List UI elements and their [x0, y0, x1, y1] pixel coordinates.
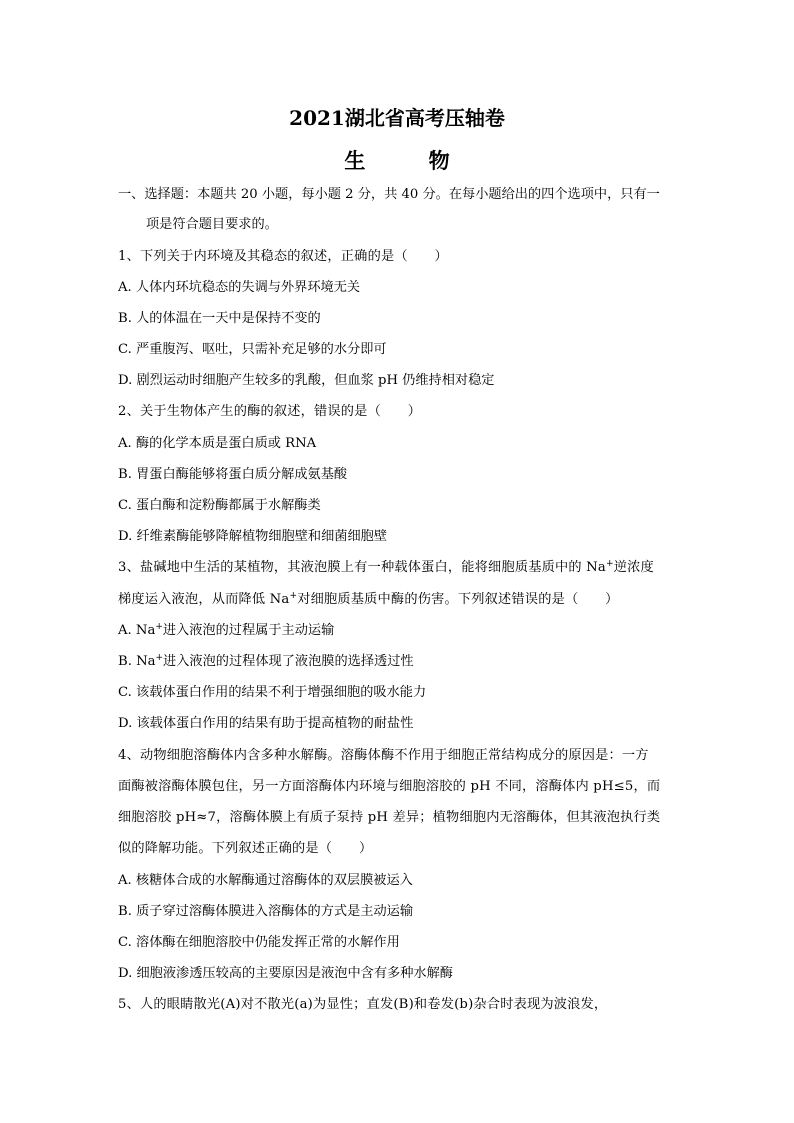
stem-text: 对细胞质基质中酶的伤害。下列叙述错误的是（ ）	[297, 592, 619, 607]
question-1-option-c: C. 严重腹泻、呕吐，只需补充足够的水分即可	[118, 342, 387, 357]
subject-title: 生 物	[344, 148, 478, 173]
question-1-option-b: B. 人的体温在一天中是保持不变的	[118, 311, 321, 326]
question-4-option-d: D. 细胞液渗透压较高的主要原因是液泡中含有多种水解酶	[118, 966, 453, 981]
question-3-option-d: D. 该载体蛋白作用的结果有助于提高植物的耐盐性	[118, 716, 414, 731]
exam-title: 2021湖北省高考压轴卷	[289, 106, 505, 130]
question-2-option-d: D. 纤维素酶能够降解植物细胞壁和细菌细胞壁	[118, 529, 388, 544]
question-3-stem-line-2	[118, 590, 619, 610]
question-4-stem-line-4: 似的降解功能。下列叙述正确的是（ ）	[118, 841, 373, 856]
stem-text: 逆浓度	[613, 560, 654, 575]
section-instructions-line-1: 一、选择题：本题共 20 小题，每小题 2 分，共 40 分。在每小题给出的四个选项中，只有一	[118, 187, 660, 202]
question-4-stem-line-2: 面酶被溶酶体膜包住，另一方面溶酶体内环境与细胞溶胶的 pH 不同，溶酶体内 pH≤5，而	[118, 779, 661, 794]
option-text: 进入液泡的过程体现了液泡膜的选择透过性	[163, 654, 414, 669]
question-1-option-a: A. 人体内环坑稳态的失调与外界环境无关	[118, 280, 361, 295]
superscript: +	[155, 653, 164, 663]
question-4-option-c: C. 溶体酶在细胞溶胶中仍能发挥正常的水解作用	[118, 935, 400, 950]
question-4-option-b: B. 质子穿过溶酶体膜进入溶酶体的方式是主动运输	[118, 904, 414, 919]
question-2-stem: 2、关于生物体产生的酶的叙述，错误的是（ ）	[118, 404, 422, 419]
superscript: +	[605, 559, 614, 569]
superscript: +	[155, 622, 163, 632]
question-2-option-a: A. 酶的化学本质是蛋白质或 RNA	[118, 436, 317, 451]
question-3-option-a	[118, 621, 334, 641]
question-3-option-c: C. 该载体蛋白作用的结果不利于增强细胞的吸水能力	[118, 685, 427, 700]
question-4-stem-line-1: 4、动物细胞溶酶体内含多种水解酶。溶酶体酶不作用于细胞正常结构成分的原因是：一方	[118, 748, 649, 763]
superscript: +	[289, 591, 298, 601]
question-3-option-b	[118, 652, 414, 672]
question-1-option-d: D. 剧烈运动时细胞产生较多的乳酸，但血浆 pH 仍维持相对稳定	[118, 373, 495, 388]
option-text: B. Na	[118, 654, 156, 669]
option-text: 进入液泡的过程属于主动运输	[162, 623, 335, 638]
stem-text: 梯度运入液泡，从而降低 Na	[118, 592, 290, 607]
question-5-stem-line-1: 5、人的眼睛散光(A)对不散光(a)为显性；直发(B)和卷发(b)杂合时表现为波浪发，	[118, 997, 608, 1012]
question-2-option-b: B. 胃蛋白酶能够将蛋白质分解成氨基酸	[118, 467, 348, 482]
section-instructions-line-2: 项是符合题目要求的。	[146, 217, 278, 232]
option-text: A. Na	[118, 623, 156, 638]
stem-text: 3、盐碱地中生活的某植物，其液泡膜上有一种载体蛋白，能将细胞质基质中的 Na	[118, 560, 606, 575]
question-3-stem-line-1	[118, 558, 654, 578]
question-2-option-c: C. 蛋白酶和淀粉酶都属于水解酶类	[118, 498, 321, 513]
question-4-option-a: A. 核糖体合成的水解酶通过溶酶体的双层膜被运入	[118, 873, 413, 888]
question-1-stem: 1、下列关于内环境及其稳态的叙述，正确的是（ ）	[118, 249, 448, 264]
question-4-stem-line-3: 细胞溶胶 pH≈7，溶酶体膜上有质子泵持 pH 差异；植物细胞内无溶酶体，但其液泡执行类	[118, 810, 661, 825]
